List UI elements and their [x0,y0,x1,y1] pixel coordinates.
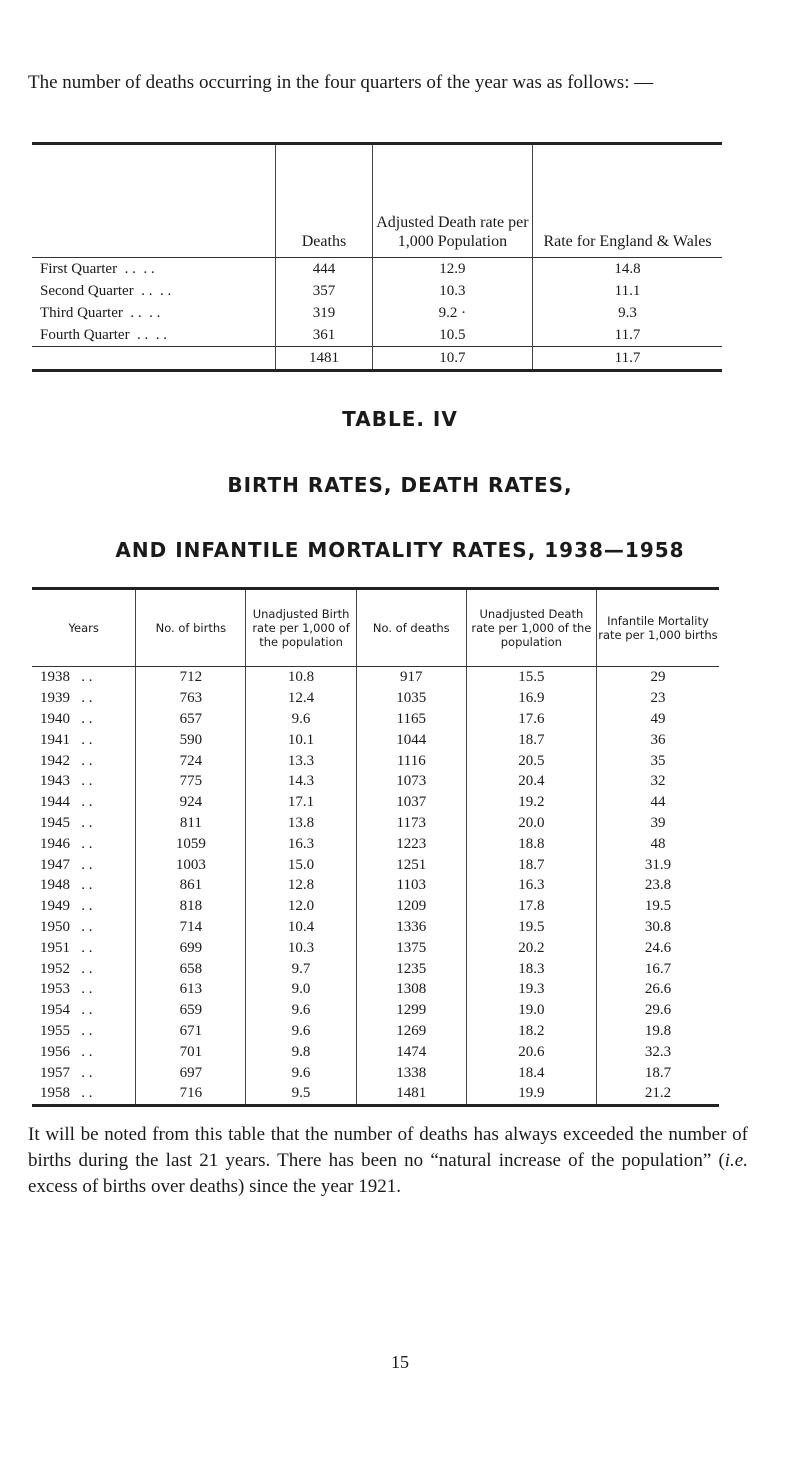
deaths-cell: 1336 [356,917,466,938]
table-row [32,688,719,709]
births-cell: 701 [136,1041,246,1062]
table-row [32,709,719,730]
births-cell: 924 [136,792,246,813]
year-cell: 1947 . . [40,856,93,873]
table-row [32,750,719,771]
deaths-cell: 1375 [356,937,466,958]
birth-rate-cell: 9.5 [246,1083,356,1105]
total-row [32,347,722,371]
year-cell: 1953 . . [40,981,93,998]
birth-rate-cell: 10.1 [246,729,356,750]
total-deaths-cell: 1481 [276,347,373,371]
birth-rate-cell: 9.6 [246,1021,356,1042]
deaths-cell: 1299 [356,1000,466,1021]
death-rate-cell: 18.2 [466,1021,596,1042]
total-adjusted-rate-cell: 10.7 [372,347,532,371]
deaths-cell: 1073 [356,771,466,792]
birth-rate-cell: 9.6 [246,1000,356,1021]
births-cell: 818 [136,896,246,917]
table-row [32,917,719,938]
header-births: No. of births [136,589,246,667]
deaths-cell: 1481 [356,1083,466,1105]
infant-rate-cell: 30.8 [596,917,719,938]
deaths-cell: 1037 [356,792,466,813]
death-rate-cell: 15.5 [466,667,596,688]
year-cell: 1938 . . [40,669,93,686]
death-rate-cell: 20.6 [466,1041,596,1062]
births-cell: 613 [136,979,246,1000]
infant-rate-cell: 32.3 [596,1041,719,1062]
deaths-cell: 361 [276,324,373,347]
births-cell: 763 [136,688,246,709]
year-cell: 1952 . . [40,960,93,977]
death-rate-cell: 18.3 [466,958,596,979]
notes-text-ie: i.e. [724,1150,748,1171]
year-cell: 1941 . . [40,731,93,748]
year-cell: 1955 . . [40,1022,93,1039]
quarter-label: First Quarter . . . . [40,260,155,277]
deaths-cell: 1209 [356,896,466,917]
year-cell: 1956 . . [40,1043,93,1060]
table-row [32,280,722,302]
yearly-rates-table [32,587,719,1107]
births-cell: 671 [136,1021,246,1042]
infant-rate-cell: 44 [596,792,719,813]
deaths-cell: 357 [276,280,373,302]
year-cell: 1949 . . [40,898,93,915]
births-cell: 697 [136,1062,246,1083]
birth-rate-cell: 10.8 [246,667,356,688]
deaths-cell: 1116 [356,750,466,771]
year-cell: 1946 . . [40,835,93,852]
birth-rate-cell: 9.0 [246,979,356,1000]
deaths-cell: 1235 [356,958,466,979]
births-cell: 775 [136,771,246,792]
table-subtitle-2: AND INFANTILE MORTALITY RATES, 1938—1958 [115,538,685,562]
header-deaths: No. of deaths [356,589,466,667]
table-row [32,813,719,834]
birth-rate-cell: 10.4 [246,917,356,938]
table-row [32,258,722,281]
infant-rate-cell: 18.7 [596,1062,719,1083]
table-row [32,667,719,688]
table-row [32,1000,719,1021]
death-rate-cell: 19.5 [466,917,596,938]
death-rate-cell: 18.7 [466,854,596,875]
table-header-row [32,589,719,667]
births-cell: 657 [136,709,246,730]
infant-rate-cell: 39 [596,813,719,834]
infant-rate-cell: 36 [596,729,719,750]
england-rate-cell: 14.8 [533,258,722,281]
infant-rate-cell: 23.8 [596,875,719,896]
birth-rate-cell: 15.0 [246,854,356,875]
death-rate-cell: 19.2 [466,792,596,813]
births-cell: 659 [136,1000,246,1021]
births-cell: 699 [136,937,246,958]
notes-text-after: excess of births over deaths) since the year 1921. [28,1176,402,1197]
birth-rate-cell: 16.3 [246,833,356,854]
year-cell: 1957 . . [40,1064,93,1081]
infant-rate-cell: 21.2 [596,1083,719,1105]
intro-text: The number of deaths occurring in the four quarters of the year was as follows: — [28,72,654,93]
death-rate-cell: 17.8 [466,896,596,917]
infant-rate-cell: 35 [596,750,719,771]
header-death-rate: Unadjusted Death rate per 1,000 of the population [466,589,596,667]
death-rate-cell: 19.3 [466,979,596,1000]
header-england-wales-rate: Rate for England & Wales [533,144,722,258]
infant-rate-cell: 16.7 [596,958,719,979]
table-row [32,771,719,792]
death-rate-cell: 18.7 [466,729,596,750]
year-cell: 1944 . . [40,794,93,811]
table-row [32,1041,719,1062]
table-row [32,792,719,813]
deaths-cell: 1035 [356,688,466,709]
birth-rate-cell: 9.6 [246,1062,356,1083]
table-row [32,1062,719,1083]
deaths-cell: 1103 [356,875,466,896]
england-rate-cell: 9.3 [533,302,722,324]
deaths-cell: 1308 [356,979,466,1000]
table-row [32,896,719,917]
death-rate-cell: 20.2 [466,937,596,958]
adjusted-rate-cell: 12.9 [372,258,532,281]
death-rate-cell: 20.5 [466,750,596,771]
infant-rate-cell: 19.5 [596,896,719,917]
year-cell: 1942 . . [40,752,93,769]
death-rate-cell: 19.9 [466,1083,596,1105]
table-header-row [32,144,722,258]
deaths-cell: 917 [356,667,466,688]
table-row [32,958,719,979]
deaths-cell: 1251 [356,854,466,875]
table-row [32,833,719,854]
infant-rate-cell: 24.6 [596,937,719,958]
total-label [32,347,276,371]
birth-rate-cell: 17.1 [246,792,356,813]
header-blank [32,144,276,258]
death-rate-cell: 18.8 [466,833,596,854]
infant-rate-cell: 29 [596,667,719,688]
header-infantile-mortality: Infantile Mortality rate per 1,000 births [596,589,719,667]
adjusted-rate-cell: 10.3 [372,280,532,302]
birth-rate-cell: 14.3 [246,771,356,792]
year-cell: 1958 . . [40,1085,93,1102]
births-cell: 811 [136,813,246,834]
births-cell: 724 [136,750,246,771]
births-cell: 1059 [136,833,246,854]
year-cell: 1951 . . [40,939,93,956]
births-cell: 590 [136,729,246,750]
year-cell: 1945 . . [40,814,93,831]
death-rate-cell: 18.4 [466,1062,596,1083]
table-row [32,1021,719,1042]
birth-rate-cell: 12.0 [246,896,356,917]
table-row [32,854,719,875]
birth-rate-cell: 12.8 [246,875,356,896]
death-rate-cell: 16.3 [466,875,596,896]
year-cell: 1939 . . [40,690,93,707]
year-cell: 1943 . . [40,773,93,790]
death-rate-cell: 16.9 [466,688,596,709]
birth-rate-cell: 9.6 [246,709,356,730]
births-cell: 714 [136,917,246,938]
header-deaths: Deaths [276,144,373,258]
death-rate-cell: 20.0 [466,813,596,834]
header-years: Years [32,589,136,667]
notes-text-before: It will be noted from this table that the number of deaths has always exceeded the number of births during the last 21 years. There has been no “natural increase of the population” ( [28,1124,748,1171]
year-cell: 1954 . . [40,1002,93,1019]
infant-rate-cell: 31.9 [596,854,719,875]
quarter-label: Third Quarter . . . . [40,304,161,321]
adjusted-rate-cell: 9.2 · [372,302,532,324]
births-cell: 658 [136,958,246,979]
table-row [32,729,719,750]
death-rate-cell: 20.4 [466,771,596,792]
table-row [32,302,722,324]
birth-rate-cell: 10.3 [246,937,356,958]
table-row [32,937,719,958]
birth-rate-cell: 13.8 [246,813,356,834]
infant-rate-cell: 48 [596,833,719,854]
deaths-cell: 1044 [356,729,466,750]
year-cell: 1948 . . [40,877,93,894]
header-birth-rate: Unadjusted Birth rate per 1,000 of the population [246,589,356,667]
death-rate-cell: 19.0 [466,1000,596,1021]
table-title: TABLE. IV [342,407,458,431]
table-row [32,324,722,347]
infant-rate-cell: 23 [596,688,719,709]
deaths-cell: 1173 [356,813,466,834]
quarter-label: Fourth Quarter . . . . [40,326,168,343]
deaths-cell: 319 [276,302,373,324]
infant-rate-cell: 49 [596,709,719,730]
year-cell: 1940 . . [40,710,93,727]
infant-rate-cell: 32 [596,771,719,792]
page-number: 15 [391,1352,409,1372]
infant-rate-cell: 26.6 [596,979,719,1000]
england-rate-cell: 11.1 [533,280,722,302]
table-subtitle-1: BIRTH RATES, DEATH RATES, [227,473,573,497]
year-cell: 1950 . . [40,918,93,935]
birth-rate-cell: 12.4 [246,688,356,709]
deaths-cell: 1474 [356,1041,466,1062]
deaths-cell: 1165 [356,709,466,730]
deaths-cell: 1338 [356,1062,466,1083]
births-cell: 716 [136,1083,246,1105]
table-row [32,979,719,1000]
total-england-rate-cell: 11.7 [533,347,722,371]
deaths-cell: 1223 [356,833,466,854]
header-adjusted-death-rate: Adjusted Death rate per 1,000 Population [372,144,532,258]
table-row [32,1083,719,1105]
quarterly-deaths-table [32,142,722,372]
deaths-cell: 444 [276,258,373,281]
deaths-cell: 1269 [356,1021,466,1042]
infant-rate-cell: 19.8 [596,1021,719,1042]
birth-rate-cell: 13.3 [246,750,356,771]
adjusted-rate-cell: 10.5 [372,324,532,347]
death-rate-cell: 17.6 [466,709,596,730]
birth-rate-cell: 9.8 [246,1041,356,1062]
infant-rate-cell: 29.6 [596,1000,719,1021]
england-rate-cell: 11.7 [533,324,722,347]
births-cell: 1003 [136,854,246,875]
births-cell: 712 [136,667,246,688]
births-cell: 861 [136,875,246,896]
birth-rate-cell: 9.7 [246,958,356,979]
quarter-label: Second Quarter . . . . [40,282,172,299]
table-row [32,875,719,896]
notes-paragraph [28,1122,748,1200]
